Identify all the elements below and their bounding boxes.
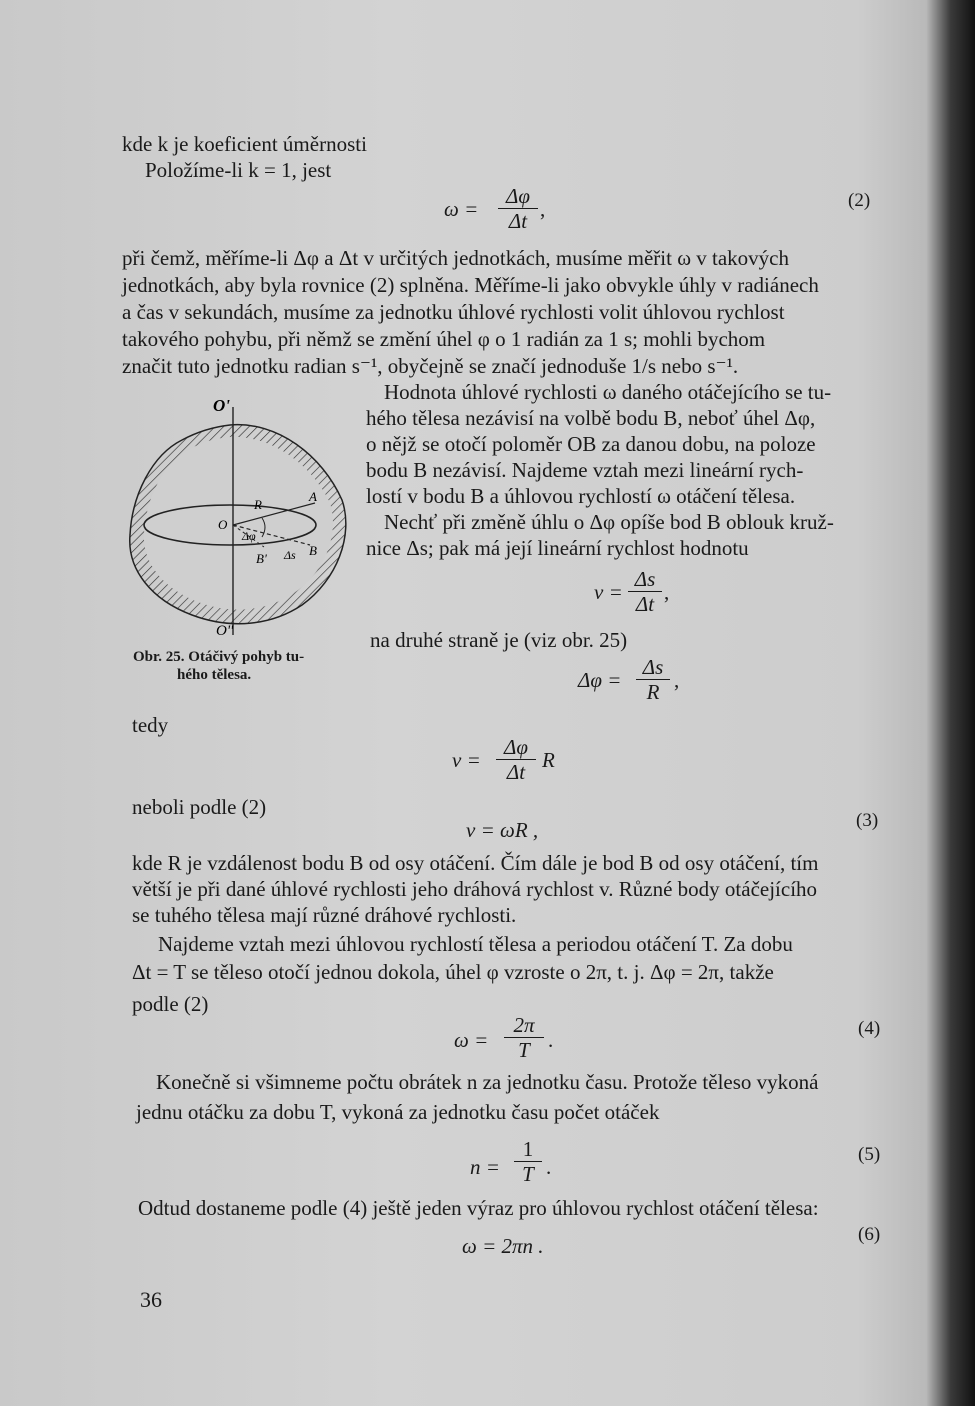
text-line: kde R je vzdálenost bodu B od osy otáčení. Čím dále je bod B od osy otáčení, tím [132,851,819,875]
text-line: Najdeme vztah mezi úhlovou rychlostí tělesa a periodou otáčení T. Za dobu [158,932,793,956]
text-line: hého tělesa nezávisí na volbě bodu B, neboť úhel Δφ, [366,406,816,430]
fig-label-B-prime: B' [256,551,267,566]
eqv1-fraction [628,568,662,615]
text-line: o nějž se otočí poloměr OB za danou dobu, na poloze [366,432,816,456]
fig-label-top: O' [213,396,230,415]
text-line: kde k je koeficient úměrnosti [122,132,367,156]
text-line: Položíme-li k = 1, jest [145,158,332,182]
figure-caption: Obr. 25. Otáčivý pohyb tu- [133,649,305,665]
eq4-fraction [504,1014,544,1061]
text-line: a čas v sekundách, musíme za jednotku úhlové rychlosti volit úhlovou rychlost [122,300,785,324]
eq5-lhs: n = [470,1155,500,1179]
eq2-number: (2) [848,190,871,211]
eqv2-den: Δt [506,760,526,784]
text-line: bodu B nezávisí. Najdeme vztah mezi lineární rych- [366,458,804,482]
eq5-number: (5) [858,1144,881,1165]
eq4-den: T [518,1038,530,1062]
eq6-number: (6) [858,1224,881,1245]
text-line: lostí v bodu B a úhlovou rychlostí ω otáčení tělesa. [366,484,796,508]
fig-label-ds: Δs [284,548,296,562]
eqphi-fraction [636,656,670,703]
text-line: značit tuto jednotku radian s⁻¹, obyčejně se značí jednoduše 1/s nebo s⁻¹. [122,354,739,378]
eq5-fraction [514,1138,542,1185]
text-line: Δt = T se těleso otočí jednou dokola, úhel φ vzroste o 2π, t. j. Δφ = 2π, takže [132,960,774,984]
eqphi-tail: , [674,668,680,692]
text-line: na druhé straně je (viz obr. 25) [370,628,628,652]
eq2-fraction [498,185,538,232]
page-number: 36 [140,1287,162,1312]
eq3-number: (3) [856,810,879,831]
eqv1-num: Δs [634,567,656,591]
eq4-lhs: ω = [454,1028,489,1052]
text-line: se tuhého tělesa mají různé dráhové rychlosti. [132,903,517,927]
eqphi-lhs: Δφ = [578,668,622,692]
eq5-num: 1 [522,1137,534,1161]
text-line: tedy [132,713,169,737]
eqv2-tail: R [542,748,555,772]
eq2-den: Δt [508,209,528,233]
eq5-tail: . [546,1155,552,1179]
eq6: ω = 2πn . [462,1234,544,1258]
text-line: Nechť při změně úhlu o Δφ opíše bod B oblouk kruž- [384,510,834,534]
text-line: při čemž, měříme-li Δφ a Δt v určitých jednotkách, musíme měřit ω v takových [122,246,790,270]
eqv2-lhs: v = [452,748,481,772]
text-line: Hodnota úhlové rychlosti ω daného otáčejícího se tu- [384,380,832,404]
eqv2-num: Δφ [504,735,528,759]
eq2-num: Δφ [506,184,530,208]
eqv1-lhs: v = [594,580,623,604]
fig-label-bottom: O'' [216,623,234,639]
text-line: Konečně si všimneme počtu obrátek n za jednotku času. Protože těleso vykoná [156,1070,819,1094]
text-line: takového pohybu, při němž se změní úhel φ o 1 radián za 1 s; mohli bychom [122,327,766,351]
text-line: jednu otáčku za dobu T, vykoná za jednotku času počet otáček [136,1100,660,1124]
text-line: neboli podle (2) [132,795,267,819]
figure-caption: hého tělesa. [177,667,252,683]
text-line: nice Δs; pak má její lineární rychlost hodnotu [366,536,749,560]
eqphi-den: R [646,680,660,704]
fig-label-A: A [309,489,317,504]
figure-rotating-body [112,385,362,655]
eq2-tail: , [540,197,546,221]
fig-label-B: B [309,543,317,558]
text-line: větší je při dané úhlové rychlosti jeho dráhová rychlost v. Různé body otáčejícího [132,877,818,901]
eq3: v = ωR , [466,818,539,842]
eq4-tail: . [548,1028,554,1052]
eqv1-tail: , [664,580,670,604]
text-line: Odtud dostaneme podle (4) ještě jeden výraz pro úhlovou rychlost otáčení tělesa: [138,1196,819,1220]
fig-label-R: R [254,497,262,512]
text-line: podle (2) [132,992,209,1016]
fig-label-phi: Δφ [242,529,256,543]
eq4-number: (4) [858,1018,881,1039]
eqphi-num: Δs [642,655,664,679]
eqv2-fraction [496,736,536,783]
text-line: jednotkách, aby byla rovnice (2) splněna. Měříme-li jako obvykle úhly v radiánech [122,273,819,297]
eq4-num: 2π [513,1013,535,1037]
eqv1-den: Δt [635,592,655,616]
eq5-den: T [522,1162,534,1186]
eq2-lhs: ω = [444,197,479,221]
fig-label-O: O [218,517,228,532]
